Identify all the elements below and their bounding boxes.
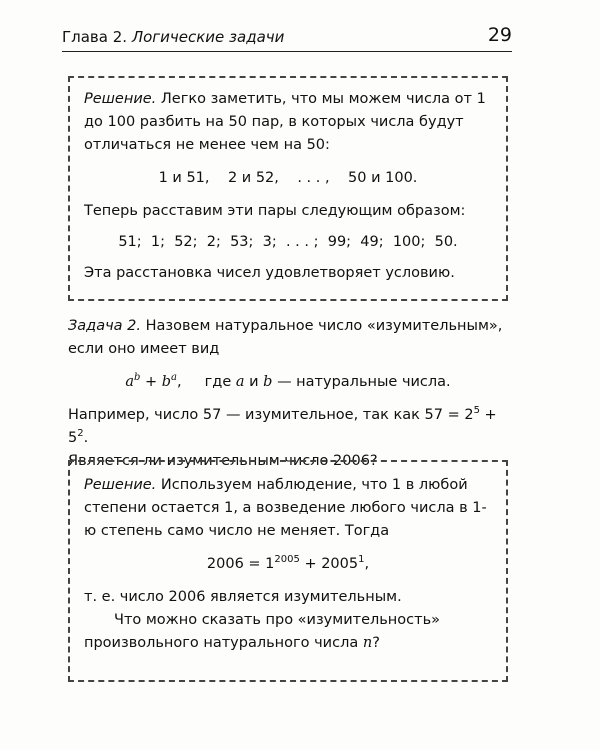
question-end: ? bbox=[372, 635, 380, 651]
chapter-title: Логические задачи bbox=[131, 28, 285, 46]
formula-base1: a bbox=[125, 374, 134, 390]
eq-exp2: 1 bbox=[358, 554, 365, 566]
formula-exp1: b bbox=[133, 372, 141, 384]
task2-label: Задача 2. bbox=[68, 318, 141, 334]
eq-exp1: 2005 bbox=[274, 554, 300, 566]
task2-text: Назовем натуральное число «изумительным», если оно имеет вид bbox=[68, 318, 503, 357]
formula-tail: — натуральные числа. bbox=[272, 374, 451, 390]
formula-plus: + bbox=[140, 374, 162, 390]
chapter-prefix: Глава 2. bbox=[62, 28, 128, 46]
example-mid: + 5 bbox=[68, 407, 497, 446]
pairs-list: 1 и 51, 2 и 52, . . . , 50 и 100. bbox=[158, 170, 418, 186]
formula-var-a: a bbox=[235, 374, 245, 390]
sequence-list: 51; 1; 52; 2; 53; 3; . . . ; 99; 49; 100; 50. bbox=[118, 234, 458, 250]
solution2-equation bbox=[84, 553, 492, 576]
example-exp1: 5 bbox=[473, 405, 480, 417]
solution2-text: Используем наблюдение, что 1 в любой степени остается 1, а возведение любого числа в 1-ю степень само число не меняет. Тогда bbox=[84, 477, 487, 539]
solution-box-2 bbox=[68, 460, 508, 682]
page-header bbox=[62, 24, 512, 52]
eq-end: , bbox=[364, 556, 370, 572]
page-number: 29 bbox=[487, 24, 512, 46]
solution2-question bbox=[84, 609, 492, 655]
solution2-intro bbox=[84, 474, 492, 543]
solution-box-1 bbox=[68, 76, 508, 301]
chapter-heading bbox=[62, 28, 284, 46]
formula-exp2: a bbox=[171, 372, 178, 384]
formula-var-b: b bbox=[263, 374, 273, 390]
task2-formula bbox=[68, 371, 508, 394]
solution1-arrange: Теперь расставим эти пары следующим образом: bbox=[84, 203, 466, 219]
eq-mid: + 2005 bbox=[299, 556, 359, 572]
solution1-intro bbox=[84, 88, 492, 157]
question-var: n bbox=[362, 635, 373, 651]
task2-example bbox=[68, 404, 508, 450]
task2-question: Является ли изумительным число 2006? bbox=[68, 453, 378, 469]
example-exp2: 2 bbox=[77, 428, 84, 440]
task-2 bbox=[68, 315, 508, 473]
solution1-label: Решение. bbox=[84, 91, 157, 107]
formula-and: и bbox=[244, 374, 264, 390]
eq-lhs: 2006 = 1 bbox=[206, 556, 275, 572]
example-end: . bbox=[83, 430, 89, 446]
example-text: Например, число 57 — изумительное, так как 57 = 2 bbox=[68, 407, 474, 423]
solution2-result: т. е. число 2006 является изумительным. bbox=[84, 589, 402, 605]
solution1-text: Легко заметить, что мы можем числа от 1 до 100 разбить на 50 пар, в которых числа будут отличаться не менее чем на 50: bbox=[84, 91, 486, 153]
formula-where: , где bbox=[177, 374, 236, 390]
question-text: Что можно сказать про «изумительность» произвольного натурального числа bbox=[84, 612, 440, 651]
formula-base2: b bbox=[161, 374, 172, 390]
task2-statement bbox=[68, 315, 508, 361]
solution2-label: Решение. bbox=[84, 477, 157, 493]
solution1-conclusion: Эта расстановка чисел удовлетворяет условию. bbox=[84, 265, 455, 281]
